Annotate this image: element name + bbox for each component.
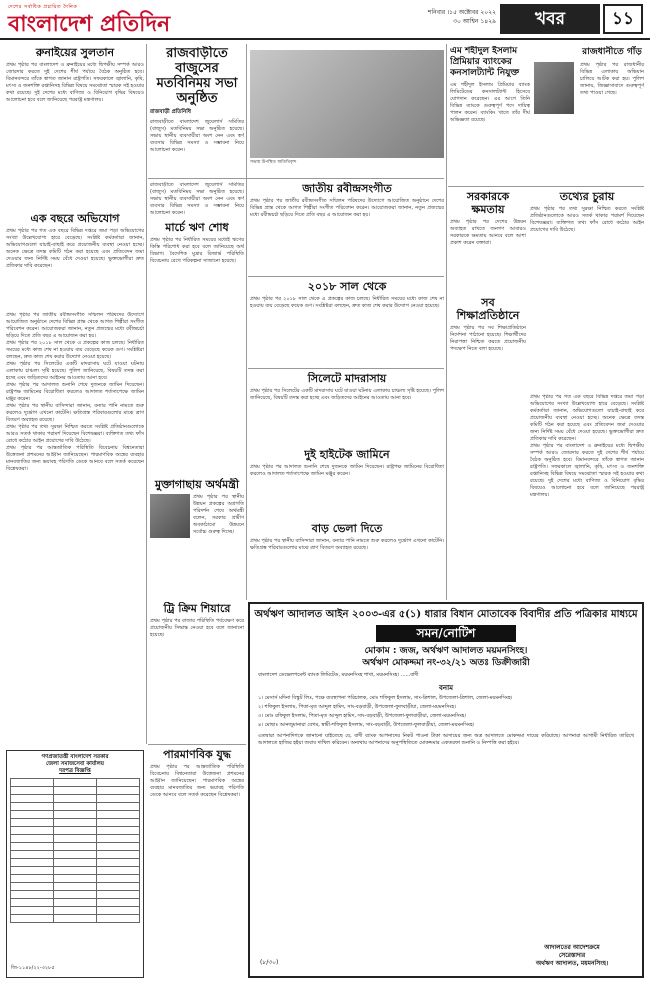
article-body: প্রথম পৃষ্ঠার পর সব শিক্ষাপ্রতিষ্ঠানে নির্দেশনা পাঠানো হয়েছে। শিক্ষার্থীদের নিরাপত্তা নিশ্চিত করতে প্রয়োজনীয় পদক্ষেপ নিতে বলা হয়েছে। [450, 325, 526, 352]
article-a6-photo [250, 50, 444, 174]
article-headline: সব শিক্ষাপ্রতিষ্ঠানে [456, 296, 520, 322]
tender-cell [54, 883, 97, 891]
tender-row [11, 851, 140, 859]
tender-cell [11, 891, 54, 899]
tender-table [10, 778, 140, 923]
tender-cell [97, 819, 140, 827]
logo-tagline: দেশের সর্বাধিক প্রচারিত দৈনিক [8, 4, 78, 10]
article-a1[interactable] [6, 46, 144, 208]
tender-cell [54, 779, 97, 787]
tender-cell [11, 875, 54, 883]
tender-cell [97, 835, 140, 843]
tender-cell [54, 787, 97, 795]
notice-defendants [250, 694, 642, 730]
tender-row [11, 843, 140, 851]
article-headline: ২০১৮ সাল থেকে [307, 280, 387, 293]
article-a2[interactable] [6, 212, 144, 308]
article-headline: রুনাইয়ের সুলতান [35, 46, 115, 59]
article-headline: সরকারকে ক্ষমতায় [466, 190, 510, 216]
article-body: প্রথম পৃষ্ঠার পর আন্তর্জাতিক পরিস্থিতি বিবেচনায় বিশ্বনেতারা উত্তেজনা প্রশমনের আহ্বান জানিয়েছেন। পারমাণবিক অস্ত্রের ব্যবহার মানবজাতির জন্য ভয়াবহ পরিণতি ডেকে আনবে বলে সতর্ক করেছেন বিশ্লেষকরা। [150, 764, 244, 798]
article-body: রাজবাড়ীতে বাংলাদেশ জুয়েলার্স সমিতির (বাজুস) মতবিনিময় সভা অনুষ্ঠিত হয়েছে। সভায় স্থানীয় ব্যবসায়ীরা অংশ নেন এবং স্বর্ণ ব্যবসার বিভিন্ন সমস্যা ও সম্ভাবনা নিয়ে আলোচনা করেন। [150, 119, 244, 153]
tender-cell [54, 867, 97, 875]
tender-row [11, 867, 140, 875]
tender-cell [11, 803, 54, 811]
article-headline: মার্চে ঋণ শোধ [165, 221, 229, 234]
tender-cell [11, 835, 54, 843]
notice-defendant: ১। মেসার্স মদিনা বিস্কুট লিঃ, পক্ষে ব্যবস্থাপনা পরিচালক, মোঃ শফিকুল ইসলাম, সাং-ত্রিশাল, উপজেলা-ত্রিশাল, জেলা-ময়মনসিংহ। [258, 695, 513, 701]
signature-line: অর্থঋণ আদালত, ময়মনসিংহ। [535, 960, 609, 967]
article-headline: এক বছরে অভিযোগ [30, 212, 120, 225]
article-a7[interactable] [250, 182, 444, 274]
article-body: প্রথম পৃষ্ঠার পর বাজার পরিস্থিতি পর্যবেক্ষণ করে প্রয়োজনীয় সিদ্ধান্ত নেওয়া হবে বলে জানানো হয়েছে। [150, 618, 244, 638]
article-body: প্রথম পৃষ্ঠার পর আদালত শুনানি শেষে দুজনকে জামিন দিয়েছেন। রাষ্ট্রপক্ষ জামিনের বিরোধিতা করলেও আদালত শর্তসাপেক্ষে জামিন মঞ্জুর করেন। [250, 464, 444, 477]
tender-cell [54, 915, 97, 923]
tender-cell [11, 779, 54, 787]
row-rule [248, 368, 444, 369]
tender-cell [97, 827, 140, 835]
article-body: প্রথম পৃষ্ঠার পর জাতীয় রবীন্দ্রসংগীত সম্মিলন পরিষদের উদ্যোগে আয়োজিত অনুষ্ঠানে দেশের বিভিন্ন প্রান্ত থেকে আগত শিল্পীরা সংগীত পরিবেশন করেন। আয়োজকরা জানান, নতুন প্রজন্মের মধ্যে রবীন্দ্রচর্চা ছড়িয়ে দিতে প্রতি বছর এ আয়োজন করা হয়। [6, 312, 144, 339]
article-a12[interactable] [450, 46, 530, 182]
signature-line: সেরেস্তাদার [558, 952, 586, 959]
article-body: প্রথম পৃষ্ঠার পর ২০১৮ সাল থেকে এ প্রকল্পের কাজ চলছে। নির্ধারিত সময়ের মধ্যে কাজ শেষ না হওয়ায় ব্যয় বেড়েছে কয়েক গুণ। সংশ্লিষ্টরা বলছেন, দ্রুত কাজ শেষ করার উদ্যোগ নেওয়া হয়েছে। [6, 340, 144, 360]
tender-row [11, 795, 140, 803]
article-a17[interactable] [150, 748, 244, 978]
article-headline: মুক্তাগাছায় অর্থমন্ত্রী [154, 478, 240, 491]
article-headline: জাতীয় রবীন্দ্রসংগীত [302, 182, 392, 195]
article-body: প্রথম পৃষ্ঠার পর স্থানীয় বাসিন্দারা জানান, বন্যার পানি নামতে শুরু করলেও দুর্ভোগ এখনো কাটেনি। ক্ষতিগ্রস্ত পরিবারগুলোর মাঝে ত্রাণ বিতরণ অব্যাহত রয়েছে। [6, 403, 144, 423]
article-a10[interactable] [250, 448, 444, 518]
article-body: প্রথম পৃষ্ঠার পর গত এক বছরে বিভিন্ন দপ্তরে জমা পড়া অভিযোগের সংখ্যা উল্লেখযোগ্য হারে বেড়েছে। সংশ্লিষ্ট কর্মকর্তারা জানান, অভিযোগগুলো যাচাই-বাছাই করে প্রয়োজনীয় ব্যবস্থা নেওয়া হচ্ছে। অনেক ক্ষেত্রে তদন্ত কমিটি গঠন করা হয়েছে এবং প্রতিবেদন জমা দেওয়ার জন্য নির্দিষ্ট সময় বেঁধে দেওয়া হয়েছে। ভুক্তভোগীরা দ্রুত প্রতিকার দাবি করেছেন। [530, 394, 644, 442]
column-rule [446, 44, 447, 600]
photo-caption: সভায় উপস্থিত অতিথিবৃন্দ [250, 160, 297, 165]
article-body: প্রথম পৃষ্ঠার পর নির্ধারিত সময়ের মধ্যেই ঋণের কিস্তি পরিশোধ করা হবে বলে জানিয়েছে অর্থ বিভাগ। বৈদেশিক মুদ্রার রিজার্ভ পরিস্থিতি বিবেচনায় রেখে পরিকল্পনা সাজানো হয়েছে। [150, 237, 244, 264]
tender-cell [11, 811, 54, 819]
notice-signature [512, 944, 632, 968]
article-a9[interactable] [250, 372, 444, 444]
tender-cell [54, 875, 97, 883]
tender-title: দরপত্র বিজ্ঞপ্তি [59, 768, 91, 774]
tender-cell [11, 915, 54, 923]
article-a15[interactable] [450, 190, 526, 290]
article-body: প্রথম পৃষ্ঠার পর তথ্য সুরক্ষা নিশ্চিত করতে সংশ্লিষ্ট প্রতিষ্ঠানগুলোকে আরও সতর্ক থাকার পরামর্শ দিয়েছেন বিশেষজ্ঞরা। ব্যক্তিগত তথ্য ফাঁস রোধে কঠোর আইন প্রয়োগের দাবি উঠেছে। [6, 424, 144, 444]
section-label: খবর [500, 4, 600, 34]
tender-cell [97, 811, 140, 819]
logo-name: বাংলাদেশ প্রতিদিন [8, 11, 171, 37]
notice-law-line: অর্থঋণ আদালত আইন ২০০৩-এর ৫(১) ধারার বিধান মোতাবেক বিবাদীর প্রতি পত্রিকার মাধ্যমে [254, 609, 638, 620]
article-body: প্রথম পৃষ্ঠার পর সিলেটের একটি মাদরাসায় ঘটে যাওয়া ঘটনায় এলাকায় চাঞ্চল্য সৃষ্টি হয়েছে। পুলিশ জানিয়েছে, বিষয়টি তদন্ত করা হচ্ছে এবং জড়িতদের আইনের আওতায় আনা হবে। [6, 361, 144, 381]
tender-cell [97, 883, 140, 891]
tender-row [11, 883, 140, 891]
article-body: প্রথম পৃষ্ঠার পর স্থানীয় উন্নয়ন প্রকল্পের অগ্রগতি পরিদর্শন শেষে অর্থমন্ত্রী বলেন, সরকার গ্রামীণ অবকাঠামো উন্নয়নে সর্বোচ্চ গুরুত্ব দিচ্ছে। [193, 494, 244, 535]
person-photo [150, 494, 190, 538]
tender-cell [11, 819, 54, 827]
article-headline: পারমাণবিক যুদ্ধ [163, 748, 231, 761]
tender-cell [54, 795, 97, 803]
tender-cell [11, 827, 54, 835]
article-headline: এম শহীদুল ইসলাম প্রিমিয়ার ব্যাংকের কনসালট্যান্ট নিযুক্ত [450, 46, 520, 78]
article-a2-continued [6, 312, 144, 744]
article-body: রাজবাড়ীতে বাংলাদেশ জুয়েলার্স সমিতির (বাজুস) মতবিনিময় সভা অনুষ্ঠিত হয়েছে। সভায় স্থানীয় ব্যবসায়ীরা অংশ নেন এবং স্বর্ণ ব্যবসার বিভিন্ন সমস্যা ও সম্ভাবনা নিয়ে আলোচনা করেন। [150, 182, 244, 216]
tender-footer: জি-১১৪৮/২২-৩২৮৫ [11, 965, 55, 971]
article-a13[interactable] [580, 46, 644, 182]
tender-cell [11, 907, 54, 915]
notice-versus: বনাম [439, 684, 453, 692]
tender-cell [97, 915, 140, 923]
row-rule [148, 178, 444, 179]
tender-cell [11, 867, 54, 875]
article-a6-continued [150, 182, 244, 472]
article-body: প্রথম পৃষ্ঠার পর আন্তর্জাতিক পরিস্থিতি বিবেচনায় বিশ্বনেতারা উত্তেজনা প্রশমনের আহ্বান জানিয়েছেন। পারমাণবিক অস্ত্রের ব্যবহার মানবজাতির জন্য ভয়াবহ পরিণতি ডেকে আনবে বলে সতর্ক করেছেন বিশ্লেষকরা। [6, 445, 144, 472]
tender-cell [11, 795, 54, 803]
row-rule [148, 744, 246, 745]
tender-row [11, 899, 140, 907]
dateline [380, 8, 496, 26]
article-byline: রাজবাড়ী প্রতিনিধি [150, 109, 191, 115]
tender-cell [54, 803, 97, 811]
article-headline: রাজধানীতে গাঁড় [582, 47, 642, 57]
tender-cell [97, 787, 140, 795]
tender-cell [54, 891, 97, 899]
tender-row [11, 907, 140, 915]
article-body: প্রথম পৃষ্ঠার পর আদালত শুনানি শেষে দুজনকে জামিন দিয়েছেন। রাষ্ট্রপক্ষ জামিনের বিরোধিতা করলেও আদালত শর্তসাপেক্ষে জামিন মঞ্জুর করেন। [6, 382, 144, 402]
notice-court: মোকাম : জজ, অর্থঋণ আদালত ময়মনসিংহ। [364, 646, 528, 656]
article-a16[interactable] [450, 296, 526, 596]
article-body: প্রথম পৃষ্ঠার পর রাজধানীর বিভিন্ন এলাকায় অভিযান চালিয়ে আটক করা হয়। পুলিশ জানায়, জিজ্ঞাসাবাদে গুরুত্বপূর্ণ তথ্য পাওয়া গেছে। [580, 62, 644, 96]
tender-cell [11, 899, 54, 907]
notice-body: এতদ্বারা আপনাদিগকে জানানো যাইতেছে যে, বাদী ব্যাংক আপনাদের নিকট পাওনা টাকা আদায়ের জন্য অত্র আদালতে মোকদ্দমা দায়ের করিয়াছে। আপনারা আগামী নির্ধারিত তারিখে আদালতে হাজির হইয়া জবাব দাখিল করিবেন। অন্যথায় আপনাদের অনুপস্থিতিতে মোকদ্দমার একতরফা শুনানি ও নিষ্পত্তি করা হইবে। [258, 733, 634, 746]
tender-cell [97, 907, 140, 915]
tender-cell [54, 859, 97, 867]
article-headline: সিলেটে মাদরাসায় [307, 372, 387, 385]
article-headline: তথ্যের চুরায় [559, 190, 615, 203]
tender-cell [54, 907, 97, 915]
tender-cell [11, 859, 54, 867]
article-body: প্রথম পৃষ্ঠার পর স্থানীয় বাসিন্দারা জানান, বন্যার পানি নামতে শুরু করলেও দুর্ভোগ এখনো কাটেনি। ক্ষতিগ্রস্ত পরিবারগুলোর মাঝে ত্রাণ বিতরণ অব্যাহত রয়েছে। [250, 538, 444, 551]
column-rule [246, 44, 247, 600]
row-rule [248, 276, 444, 277]
article-body: প্রথম পৃষ্ঠার পর সিলেটের একটি মাদরাসায় ঘটে যাওয়া ঘটনায় এলাকায় চাঞ্চল্য সৃষ্টি হয়েছে। পুলিশ জানিয়েছে, বিষয়টি তদন্ত করা হচ্ছে এবং জড়িতদের আইনের আওতায় আনা হবে। [250, 388, 444, 401]
tender-cell [97, 867, 140, 875]
notice-band: সমন/নোটিশ [376, 625, 516, 642]
tender-cell [54, 827, 97, 835]
article-a14[interactable] [530, 190, 644, 390]
tender-row [11, 779, 140, 787]
tender-cell [97, 891, 140, 899]
row-rule [448, 186, 644, 187]
notice-defendant: ৩। মোঃ রফিকুল ইসলাম, পিতা-মৃত আব্দুল হামিদ, সাং-বড়বাড়ী, উপজেলা-ফুলবাড়ীয়া, জেলা-ময়মনসিংহ। [258, 713, 467, 719]
date-line-1: শনিবার ।১৫ অক্টোবর ২০২২ [427, 9, 496, 16]
notice-case: অর্থঋণ মোকদ্দমা নং-৩২/২১ অতঃ ডিক্রীজারী [362, 658, 530, 668]
tender-cell [54, 835, 97, 843]
tender-cell [54, 899, 97, 907]
article-a11[interactable] [250, 522, 444, 598]
tender-cell [97, 843, 140, 851]
tender-cell [11, 883, 54, 891]
article-a6[interactable] [150, 46, 244, 176]
article-headline: দুই হাইটেক জামিনে [304, 448, 390, 461]
tender-cell [97, 803, 140, 811]
article-headline: বাড় ভেলা দিতে [311, 522, 383, 535]
tender-dept: জেলা সমাজসেবা কার্যালয় [46, 761, 104, 767]
tender-cell [97, 795, 140, 803]
tender-row [11, 859, 140, 867]
article-body: প্রথম পৃষ্ঠার পর গত এক বছরে বিভিন্ন দপ্তরে জমা পড়া অভিযোগের সংখ্যা উল্লেখযোগ্য হারে বেড়েছে। সংশ্লিষ্ট কর্মকর্তারা জানান, অভিযোগগুলো যাচাই-বাছাই করে প্রয়োজনীয় ব্যবস্থা নেওয়া হচ্ছে। অনেক ক্ষেত্রে তদন্ত কমিটি গঠন করা হয়েছে এবং প্রতিবেদন জমা দেওয়ার জন্য নির্দিষ্ট সময় বেঁধে দেওয়া হয়েছে। ভুক্তভোগীরা দ্রুত প্রতিকার দাবি করেছেন। [6, 228, 144, 269]
tender-cell [97, 779, 140, 787]
article-headline: রাজবাড়ীতে বাজুসের মতবিনিময় সভা অনুষ্ঠিত [156, 46, 238, 106]
notice-defendant: ২। শফিকুল ইসলাম, পিতা-মৃত আব্দুল হামিদ, সাং-বড়বাড়ী, উপজেলা-ফুলবাড়ীয়া, জেলা-ময়মনসিংহ। [258, 704, 456, 710]
tender-row [11, 819, 140, 827]
tender-row [11, 891, 140, 899]
article-body: প্রথম পৃষ্ঠার পর দেশের উন্নয়ন অব্যাহত রাখতে জনগণ আবারও সরকারকে ক্ষমতায় আনবে বলে আশা প্রকাশ করেন বক্তারা। [450, 219, 526, 246]
article-headline: ট্রি ক্রিম শিয়ারে [163, 602, 231, 615]
article-body: এম শহীদুল ইসলাম প্রিমিয়ার ব্যাংক লিমিটেডের কনসালট্যান্ট হিসেবে যোগদান করেছেন। এর আগে তিনি বিভিন্ন ব্যাংকে গুরুত্বপূর্ণ পদে দায়িত্ব পালন করেন। ব্যাংকিং খাতে তাঁর দীর্ঘ অভিজ্ঞতা রয়েছে। [450, 82, 530, 123]
tender-row [11, 835, 140, 843]
tender-cell [97, 899, 140, 907]
tender-cell [11, 851, 54, 859]
tender-cell [54, 819, 97, 827]
newspaper-logo[interactable] [8, 4, 208, 37]
article-a8[interactable] [250, 280, 444, 366]
news-photo [250, 50, 444, 158]
tender-row [11, 827, 140, 835]
tender-cell [97, 851, 140, 859]
tender-cell [97, 859, 140, 867]
notice-ref: (৮/৩০) [260, 959, 279, 966]
tender-row [11, 803, 140, 811]
article-a14-continued [530, 394, 644, 596]
notice-defendant: ৪। মোছাঃ আনজুমানারা বেগম, স্বামী-শফিকুল ইসলাম, সাং-বড়বাড়ী, উপজেলা-ফুলবাড়ীয়া, জেলা-ময়মনসিংহ। [258, 722, 475, 728]
date-line-2: ৩০ আশ্বিন ১৪২৯ [453, 18, 496, 25]
tender-cell [54, 811, 97, 819]
tender-org: গণপ্রজাতন্ত্রী বাংলাদেশ সরকার [41, 754, 109, 760]
tender-row [11, 787, 140, 795]
tender-notice[interactable] [6, 750, 144, 978]
tender-cell [97, 875, 140, 883]
article-a4[interactable] [150, 478, 244, 598]
page-number: ১১ [603, 4, 643, 34]
tender-cell [11, 843, 54, 851]
article-a5[interactable] [150, 602, 244, 742]
column-rule [146, 44, 147, 744]
legal-notice[interactable] [248, 602, 644, 978]
masthead [0, 0, 650, 40]
tender-cell [54, 851, 97, 859]
article-body: প্রথম পৃষ্ঠার পর জাতীয় রবীন্দ্রসংগীত সম্মিলন পরিষদের উদ্যোগে আয়োজিত অনুষ্ঠানে দেশের বিভিন্ন প্রান্ত থেকে আগত শিল্পীরা সংগীত পরিবেশন করেন। আয়োজকরা জানান, নতুন প্রজন্মের মধ্যে রবীন্দ্রচর্চা ছড়িয়ে দিতে প্রতি বছর এ আয়োজন করা হয়। [250, 198, 444, 218]
article-body: প্রথম পৃষ্ঠার পর তথ্য সুরক্ষা নিশ্চিত করতে সংশ্লিষ্ট প্রতিষ্ঠানগুলোকে আরও সতর্ক থাকার পরামর্শ দিয়েছেন বিশেষজ্ঞরা। ব্যক্তিগত তথ্য ফাঁস রোধে কঠোর আইন প্রয়োগের দাবি উঠেছে। [530, 206, 644, 233]
tender-row [11, 811, 140, 819]
article-body: প্রথম পৃষ্ঠার পর ২০১৮ সাল থেকে এ প্রকল্পের কাজ চলছে। নির্ধারিত সময়ের মধ্যে কাজ শেষ না হওয়ায় ব্যয় বেড়েছে কয়েক গুণ। সংশ্লিষ্টরা বলছেন, দ্রুত কাজ শেষ করার উদ্যোগ নেওয়া হয়েছে। [250, 296, 444, 309]
tender-row [11, 875, 140, 883]
tender-row [11, 915, 140, 923]
signature-line: আদালতের আদেশক্রমে [544, 944, 600, 951]
tender-cell [54, 843, 97, 851]
article-body: প্রথম পৃষ্ঠার পর বাংলাদেশ ও ব্রুনাইয়ের মধ্যে দ্বিপক্ষীয় সম্পর্ক আরও জোরদার করতে দুই দেশের শীর্ষ পর্যায়ে বৈঠক অনুষ্ঠিত হবে। বিমানবন্দরে তাঁকে স্বাগত জানান রাষ্ট্রপতি। সফরকালে জ্বালানি, কৃষি, মৎস্য ও জনশক্তি রপ্তানিসহ বিভিন্ন বিষয়ে সমঝোতা স্মারক সই হওয়ার কথা রয়েছে। দুই দেশের মধ্যে বাণিজ্য ও বিনিয়োগ বৃদ্ধির বিষয়েও আলোচনা হবে বলে জানিয়েছে পররাষ্ট্র মন্ত্রণালয়। [530, 443, 644, 498]
article-body: প্রথম পৃষ্ঠার পর বাংলাদেশ ও ব্রুনাইয়ের মধ্যে দ্বিপক্ষীয় সম্পর্ক আরও জোরদার করতে দুই দেশের শীর্ষ পর্যায়ে বৈঠক অনুষ্ঠিত হবে। বিমানবন্দরে তাঁকে স্বাগত জানান রাষ্ট্রপতি। সফরকালে জ্বালানি, কৃষি, মৎস্য ও জনশক্তি রপ্তানিসহ বিভিন্ন বিষয়ে সমঝোতা স্মারক সই হওয়ার কথা রয়েছে। দুই দেশের মধ্যে বাণিজ্য ও বিনিয়োগ বৃদ্ধির বিষয়েও আলোচনা হবে বলে জানিয়েছে পররাষ্ট্র মন্ত্রণালয়। [6, 62, 144, 103]
tender-cell [11, 787, 54, 795]
notice-plaintiff: বাংলাদেশ ডেভেলপমেন্ট ব্যাংক লিমিটেড, ময়মনসিংহ শাখা, ময়মনসিংহ। ......বাদী [258, 672, 419, 678]
person-photo [534, 62, 574, 114]
